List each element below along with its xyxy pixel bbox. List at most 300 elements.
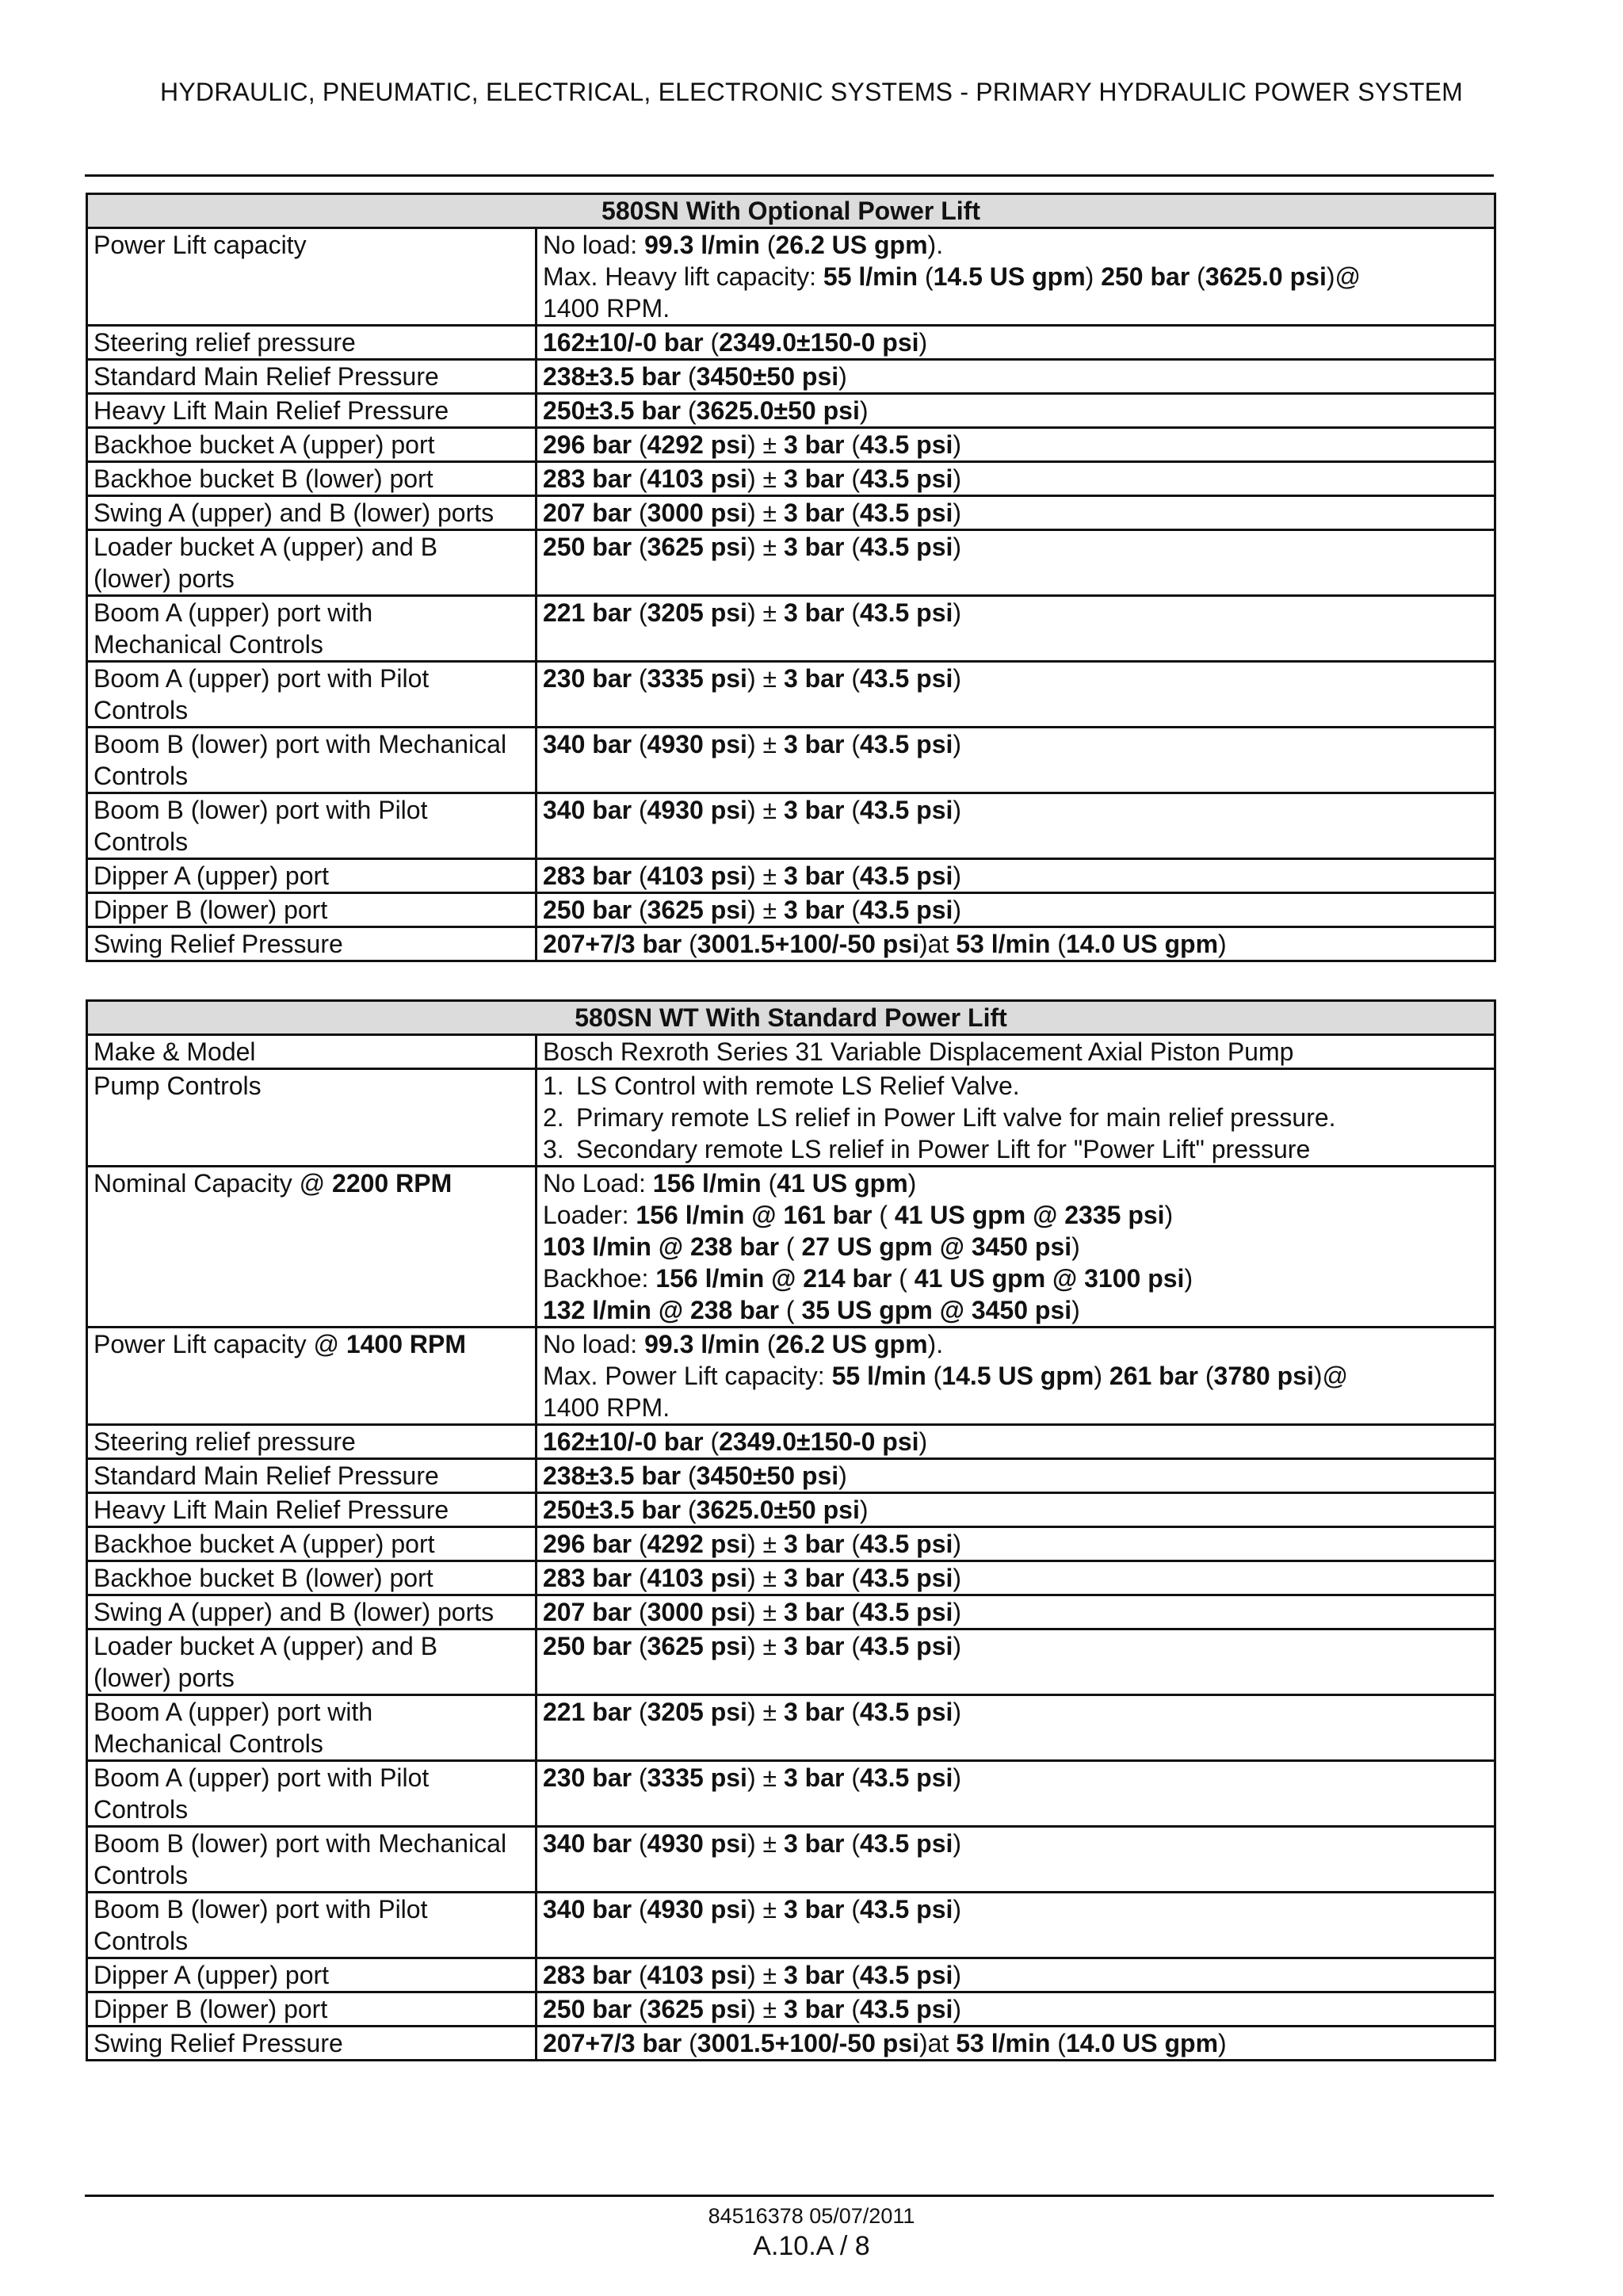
text-run: ( bbox=[632, 1530, 647, 1558]
text-run: ) bbox=[1071, 1232, 1080, 1261]
value-line bbox=[543, 261, 1489, 292]
spec-value bbox=[537, 1992, 1495, 2027]
text-run: )@ bbox=[1313, 1362, 1348, 1390]
bold-text: 230 bar bbox=[543, 1763, 632, 1792]
bold-text: 156 l/min @ 214 bar bbox=[655, 1264, 892, 1293]
bold-text: 3001.5+100/-50 psi bbox=[697, 930, 920, 958]
text-run: ( bbox=[1050, 2029, 1066, 2057]
bold-text: 4930 psi bbox=[647, 1895, 747, 1924]
bold-text: 3 bar bbox=[783, 1895, 845, 1924]
text-run: Heavy Lift Main Relief Pressure bbox=[94, 396, 449, 425]
text-run: Standard Main Relief Pressure bbox=[94, 362, 439, 391]
bold-text: 207+7/3 bar bbox=[543, 2029, 682, 2057]
text-run: ) ± bbox=[747, 796, 784, 824]
text-run: ( bbox=[632, 533, 647, 561]
table-row bbox=[87, 428, 1495, 462]
spec-value bbox=[537, 530, 1495, 596]
label-line bbox=[94, 1959, 530, 1991]
table-row bbox=[87, 1527, 1495, 1561]
bold-text: 14.0 US gpm bbox=[1065, 930, 1219, 958]
table-row bbox=[87, 1167, 1495, 1328]
label-line bbox=[94, 229, 530, 261]
text-run: ( bbox=[759, 231, 776, 259]
spec-label bbox=[87, 893, 537, 927]
bold-text: 14.5 US gpm bbox=[933, 262, 1086, 291]
footer-rule bbox=[85, 2195, 1494, 2197]
text-run: Power Lift capacity bbox=[94, 231, 307, 259]
label-line bbox=[94, 1596, 530, 1628]
bold-text: 2200 RPM bbox=[332, 1169, 453, 1198]
table-row bbox=[87, 462, 1495, 496]
label-line bbox=[94, 395, 530, 426]
bold-text: 103 l/min @ 238 bar bbox=[543, 1232, 780, 1261]
spec-value bbox=[537, 1493, 1495, 1527]
value-line bbox=[543, 1167, 1489, 1199]
text-run: 1400 RPM. bbox=[543, 294, 670, 323]
bold-text: 2349.0±150-0 psi bbox=[719, 1427, 919, 1456]
bold-text: 3 bar bbox=[783, 1530, 845, 1558]
bold-text: 4103 psi bbox=[647, 861, 747, 890]
table-row bbox=[87, 1827, 1495, 1893]
text-run: Standard Main Relief Pressure bbox=[94, 1461, 439, 1490]
bold-text: 55 l/min bbox=[831, 1362, 926, 1390]
text-run: )@ bbox=[1326, 262, 1361, 291]
text-run: ) bbox=[1218, 930, 1227, 958]
text-run: ( bbox=[632, 796, 647, 824]
bold-text: 43.5 psi bbox=[859, 1763, 953, 1792]
text-run: LS Control with remote LS Relief Valve. bbox=[576, 1072, 1020, 1100]
label-line bbox=[94, 1070, 530, 1102]
text-run: ) bbox=[953, 796, 962, 824]
bold-text: 296 bar bbox=[543, 1530, 632, 1558]
text-run: Controls bbox=[94, 827, 189, 856]
label-line bbox=[94, 463, 530, 495]
bold-text: 4103 psi bbox=[647, 1564, 747, 1592]
list-number: 3. bbox=[543, 1135, 564, 1163]
table-row bbox=[87, 1493, 1495, 1527]
value-line bbox=[543, 1828, 1489, 1859]
text-run: ( bbox=[844, 861, 860, 890]
spec-value bbox=[537, 1069, 1495, 1167]
spec-value bbox=[537, 1459, 1495, 1493]
text-run: ) bbox=[907, 1169, 917, 1198]
bold-text: 238±3.5 bar bbox=[543, 362, 682, 391]
spec-value bbox=[537, 1527, 1495, 1561]
label-line bbox=[94, 1562, 530, 1594]
text-run: ) bbox=[953, 861, 962, 890]
text-run: ( bbox=[632, 1895, 647, 1924]
bold-text: 43.5 psi bbox=[859, 1961, 953, 1989]
spec-label bbox=[87, 1695, 537, 1761]
text-run: ( bbox=[681, 1461, 697, 1490]
bold-text: 340 bar bbox=[543, 796, 632, 824]
text-run: (lower) ports bbox=[94, 564, 235, 593]
text-run: ( bbox=[632, 861, 647, 890]
text-run: ( bbox=[844, 533, 860, 561]
text-run: ) bbox=[953, 1598, 962, 1626]
header-rule bbox=[85, 174, 1494, 177]
spec-table-580sn-optional-power-lift bbox=[86, 193, 1496, 962]
label-line bbox=[94, 429, 530, 460]
text-run: Swing Relief Pressure bbox=[94, 2029, 343, 2057]
bold-text: 43.5 psi bbox=[859, 796, 953, 824]
label-line bbox=[94, 794, 530, 826]
bold-text: 3 bar bbox=[783, 1632, 845, 1660]
text-run: No load: bbox=[543, 231, 645, 259]
text-run: ( bbox=[682, 2029, 697, 2057]
label-line bbox=[94, 1167, 530, 1199]
bold-text: 340 bar bbox=[543, 1829, 632, 1858]
label-line bbox=[94, 1494, 530, 1526]
text-run: ( bbox=[632, 430, 647, 459]
text-run: Boom A (upper) port with bbox=[94, 1698, 373, 1726]
value-line bbox=[543, 1696, 1489, 1728]
table-row bbox=[87, 1893, 1495, 1958]
table-row bbox=[87, 496, 1495, 530]
spec-value bbox=[537, 394, 1495, 428]
document-code: 84516378 05/07/2011 bbox=[708, 2204, 915, 2228]
bold-text: 4103 psi bbox=[647, 1961, 747, 1989]
bold-text: 43.5 psi bbox=[859, 1995, 953, 2023]
spec-value bbox=[537, 793, 1495, 859]
spec-value bbox=[537, 893, 1495, 927]
text-run: ( bbox=[844, 1698, 860, 1726]
text-run: ( bbox=[844, 430, 860, 459]
bold-text: 4930 psi bbox=[647, 730, 747, 758]
label-line bbox=[94, 760, 530, 792]
spec-label bbox=[87, 1561, 537, 1595]
spec-value bbox=[537, 496, 1495, 530]
text-run: ) ± bbox=[747, 861, 784, 890]
text-run: Mechanical Controls bbox=[94, 630, 323, 659]
text-run: ) ± bbox=[747, 464, 784, 493]
bold-text: 43.5 psi bbox=[859, 430, 953, 459]
spec-label bbox=[87, 1069, 537, 1167]
bold-text: 3 bar bbox=[783, 861, 845, 890]
spec-value bbox=[537, 1167, 1495, 1328]
text-run: ( bbox=[844, 730, 860, 758]
bold-text: 35 US gpm @ 3450 psi bbox=[801, 1296, 1072, 1324]
table-row bbox=[87, 596, 1495, 662]
bold-text: 99.3 l/min bbox=[644, 1330, 760, 1358]
table-row bbox=[87, 1761, 1495, 1827]
table-row bbox=[87, 893, 1495, 927]
spec-value bbox=[537, 326, 1495, 360]
text-run: ( bbox=[1190, 262, 1205, 291]
value-line bbox=[543, 1231, 1489, 1263]
value-line bbox=[543, 894, 1489, 926]
text-run: ) bbox=[953, 664, 962, 693]
text-run: ) bbox=[918, 328, 928, 357]
text-run: ) ± bbox=[747, 1895, 784, 1924]
bold-text: 3 bar bbox=[783, 1995, 845, 2023]
text-run: Controls bbox=[94, 1795, 189, 1824]
label-line bbox=[94, 1859, 530, 1891]
label-line bbox=[94, 1662, 530, 1694]
text-run: (lower) ports bbox=[94, 1664, 235, 1692]
bold-text: 3 bar bbox=[783, 896, 845, 924]
bold-text: 250±3.5 bar bbox=[543, 1496, 682, 1524]
value-line bbox=[543, 1528, 1489, 1560]
text-run: Make & Model bbox=[94, 1037, 256, 1066]
label-line bbox=[94, 1828, 530, 1859]
text-run: ) bbox=[1218, 2029, 1227, 2057]
text-run: Secondary remote LS relief in Power Lift for "Power Lift" pressure bbox=[576, 1135, 1311, 1163]
text-run: ). bbox=[927, 1330, 944, 1358]
bold-text: 3625.0 psi bbox=[1205, 262, 1327, 291]
bold-text: 53 l/min bbox=[956, 2029, 1051, 2057]
value-line bbox=[543, 1070, 1489, 1102]
text-run: No Load: bbox=[543, 1169, 653, 1198]
bold-text: 221 bar bbox=[543, 598, 632, 627]
bold-text: 43.5 psi bbox=[859, 1564, 953, 1592]
bold-text: 53 l/min bbox=[956, 930, 1051, 958]
bold-text: 43.5 psi bbox=[859, 464, 953, 493]
text-run: Controls bbox=[94, 762, 189, 790]
spec-value bbox=[537, 228, 1495, 326]
label-line bbox=[94, 628, 530, 660]
text-run: Backhoe bucket A (upper) port bbox=[94, 430, 435, 459]
spec-value bbox=[537, 360, 1495, 394]
text-run: ) bbox=[953, 598, 962, 627]
text-run: ) bbox=[918, 1427, 928, 1456]
label-line bbox=[94, 1328, 530, 1360]
bold-text: 3001.5+100/-50 psi bbox=[697, 2029, 920, 2057]
value-line bbox=[543, 1392, 1489, 1423]
text-run: ) bbox=[953, 1961, 962, 1989]
label-line bbox=[94, 497, 530, 529]
text-run: )at bbox=[919, 930, 957, 958]
bold-text: 3625 psi bbox=[647, 533, 747, 561]
bold-text: 43.5 psi bbox=[859, 896, 953, 924]
text-run: ) bbox=[953, 1895, 962, 1924]
bold-text: 3 bar bbox=[783, 1829, 845, 1858]
label-line bbox=[94, 826, 530, 858]
label-line bbox=[94, 694, 530, 726]
table-row bbox=[87, 360, 1495, 394]
text-run: ( bbox=[844, 499, 860, 527]
text-run: ) bbox=[838, 1461, 847, 1490]
text-run: ( bbox=[1050, 930, 1066, 958]
value-line bbox=[543, 860, 1489, 892]
label-line bbox=[94, 928, 530, 960]
spec-value bbox=[537, 1893, 1495, 1958]
text-run: ( bbox=[681, 396, 697, 425]
value-line bbox=[543, 497, 1489, 529]
text-run: ) bbox=[953, 1564, 962, 1592]
text-run: Mechanical Controls bbox=[94, 1729, 323, 1758]
bold-text: 132 l/min @ 238 bar bbox=[543, 1296, 780, 1324]
spec-value bbox=[537, 1629, 1495, 1695]
table-row bbox=[87, 728, 1495, 793]
bold-text: 43.5 psi bbox=[859, 1632, 953, 1660]
spec-label bbox=[87, 728, 537, 793]
spec-value bbox=[537, 1561, 1495, 1595]
label-line bbox=[94, 1426, 530, 1457]
text-run: ) ± bbox=[747, 1829, 784, 1858]
text-run: Boom A (upper) port with bbox=[94, 598, 373, 627]
table-row bbox=[87, 1328, 1495, 1425]
bold-text: 3205 psi bbox=[647, 598, 747, 627]
value-line bbox=[543, 1993, 1489, 2025]
bold-text: 4930 psi bbox=[647, 1829, 747, 1858]
text-run: ) bbox=[859, 396, 869, 425]
bold-text: 55 l/min bbox=[823, 262, 918, 291]
bold-text: 43.5 psi bbox=[859, 1530, 953, 1558]
value-line bbox=[543, 1102, 1489, 1133]
text-run: Primary remote LS relief in Power Lift valve for main relief pressure. bbox=[576, 1103, 1336, 1132]
table-row bbox=[87, 2027, 1495, 2061]
bold-text: 3 bar bbox=[783, 796, 845, 824]
spec-label bbox=[87, 326, 537, 360]
table-row bbox=[87, 530, 1495, 596]
bold-text: 14.0 US gpm bbox=[1065, 2029, 1219, 2057]
value-line bbox=[543, 429, 1489, 460]
bold-text: 3000 psi bbox=[647, 1598, 747, 1626]
value-line bbox=[543, 463, 1489, 495]
text-run: Backhoe: bbox=[543, 1264, 656, 1293]
text-run: ( bbox=[632, 664, 647, 693]
spec-label bbox=[87, 360, 537, 394]
text-run: ( bbox=[844, 664, 860, 693]
bold-text: 3625 psi bbox=[647, 1632, 747, 1660]
bold-text: 3335 psi bbox=[647, 664, 747, 693]
spec-value bbox=[537, 662, 1495, 728]
bold-text: 3450±50 psi bbox=[696, 1461, 839, 1490]
bold-text: 3 bar bbox=[783, 598, 845, 627]
text-run: ( bbox=[844, 464, 860, 493]
text-run: ) bbox=[953, 1829, 962, 1858]
spec-label bbox=[87, 662, 537, 728]
bold-text: 340 bar bbox=[543, 730, 632, 758]
text-run: ) bbox=[953, 1632, 962, 1660]
bold-text: 3 bar bbox=[783, 499, 845, 527]
bold-text: 27 US gpm @ 3450 psi bbox=[801, 1232, 1072, 1261]
running-header: HYDRAULIC, PNEUMATIC, ELECTRICAL, ELECTRONIC SYSTEMS - PRIMARY HYDRAULIC POWER SYSTEM bbox=[160, 78, 1463, 106]
text-run: ( bbox=[632, 1961, 647, 1989]
table-row bbox=[87, 662, 1495, 728]
spec-value bbox=[537, 1595, 1495, 1629]
spec-value bbox=[537, 927, 1495, 961]
text-run: Swing A (upper) and B (lower) ports bbox=[94, 1598, 495, 1626]
text-run: ( bbox=[632, 1564, 647, 1592]
text-run: ) bbox=[953, 730, 962, 758]
spec-label bbox=[87, 1595, 537, 1629]
spec-label bbox=[87, 428, 537, 462]
text-run: ( bbox=[844, 1995, 860, 2023]
bold-text: 43.5 psi bbox=[859, 1829, 953, 1858]
table-row bbox=[87, 1992, 1495, 2027]
value-line bbox=[543, 531, 1489, 563]
bold-text: 250 bar bbox=[1101, 262, 1190, 291]
text-run: ( bbox=[632, 499, 647, 527]
spec-value bbox=[537, 428, 1495, 462]
bold-text: 250±3.5 bar bbox=[543, 396, 682, 425]
table-row bbox=[87, 326, 1495, 360]
table-row bbox=[87, 1425, 1495, 1459]
text-run: ) bbox=[1164, 1201, 1174, 1229]
text-run: ( bbox=[632, 1698, 647, 1726]
text-run: Boom A (upper) port with Pilot bbox=[94, 664, 430, 693]
text-run: ( bbox=[926, 1362, 942, 1390]
table-title: 580SN WT With Standard Power Lift bbox=[87, 1001, 1495, 1035]
text-run: ( bbox=[844, 1763, 860, 1792]
text-run: ) ± bbox=[747, 533, 784, 561]
bold-text: 3 bar bbox=[783, 464, 845, 493]
list-number: 1. bbox=[543, 1072, 564, 1100]
text-run: No load: bbox=[543, 1330, 645, 1358]
text-run: ) ± bbox=[747, 1763, 784, 1792]
spec-value bbox=[537, 1827, 1495, 1893]
spec-label bbox=[87, 228, 537, 326]
bold-text: 3625.0±50 psi bbox=[696, 396, 860, 425]
text-run: Boom B (lower) port with Mechanical bbox=[94, 1829, 507, 1858]
bold-text: 207 bar bbox=[543, 499, 632, 527]
text-run: ) ± bbox=[747, 1598, 784, 1626]
spec-value bbox=[537, 1958, 1495, 1992]
value-line bbox=[543, 794, 1489, 826]
bold-text: 340 bar bbox=[543, 1895, 632, 1924]
text-run: ( bbox=[844, 598, 860, 627]
value-line bbox=[543, 229, 1489, 261]
text-run: Steering relief pressure bbox=[94, 328, 356, 357]
text-run: ( bbox=[632, 1995, 647, 2023]
value-line bbox=[543, 361, 1489, 392]
text-run: Controls bbox=[94, 696, 189, 724]
text-run: ) bbox=[953, 499, 962, 527]
text-run: ( bbox=[632, 896, 647, 924]
spec-value bbox=[537, 1328, 1495, 1425]
spec-label bbox=[87, 1527, 537, 1561]
table-row bbox=[87, 1629, 1495, 1695]
text-run: ( bbox=[632, 1632, 647, 1660]
bold-text: 3335 psi bbox=[647, 1763, 747, 1792]
text-run: Max. Power Lift capacity: bbox=[543, 1362, 832, 1390]
text-run: ( bbox=[779, 1296, 802, 1324]
text-run: ( bbox=[844, 1632, 860, 1660]
spec-label bbox=[87, 1459, 537, 1493]
bold-text: 3 bar bbox=[783, 533, 845, 561]
bold-text: 41 US gpm bbox=[777, 1169, 908, 1198]
bold-text: 3 bar bbox=[783, 664, 845, 693]
text-run: ) ± bbox=[747, 896, 784, 924]
value-line bbox=[543, 597, 1489, 628]
bold-text: 162±10/-0 bar bbox=[543, 328, 704, 357]
text-run: Max. Heavy lift capacity: bbox=[543, 262, 823, 291]
bold-text: 283 bar bbox=[543, 1564, 632, 1592]
spec-label bbox=[87, 2027, 537, 2061]
spec-table-580sn-wt-standard-power-lift bbox=[86, 999, 1496, 2061]
text-run: Dipper B (lower) port bbox=[94, 896, 328, 924]
text-run: ) bbox=[953, 430, 962, 459]
text-run: ( bbox=[844, 1895, 860, 1924]
text-run: Dipper A (upper) port bbox=[94, 861, 330, 890]
text-run: Loader bucket A (upper) and B bbox=[94, 1632, 438, 1660]
text-run: ( bbox=[759, 1330, 776, 1358]
text-run: ( bbox=[844, 796, 860, 824]
label-line bbox=[94, 563, 530, 594]
bold-text: 4930 psi bbox=[647, 796, 747, 824]
bold-text: 43.5 psi bbox=[859, 664, 953, 693]
label-line bbox=[94, 1036, 530, 1068]
bold-text: 26.2 US gpm bbox=[775, 1330, 928, 1358]
text-run: Swing Relief Pressure bbox=[94, 930, 343, 958]
table-row bbox=[87, 1069, 1495, 1167]
spec-label bbox=[87, 596, 537, 662]
text-run: Power Lift capacity @ bbox=[94, 1330, 346, 1358]
text-run: ) ± bbox=[747, 730, 784, 758]
text-run: ( bbox=[844, 1564, 860, 1592]
